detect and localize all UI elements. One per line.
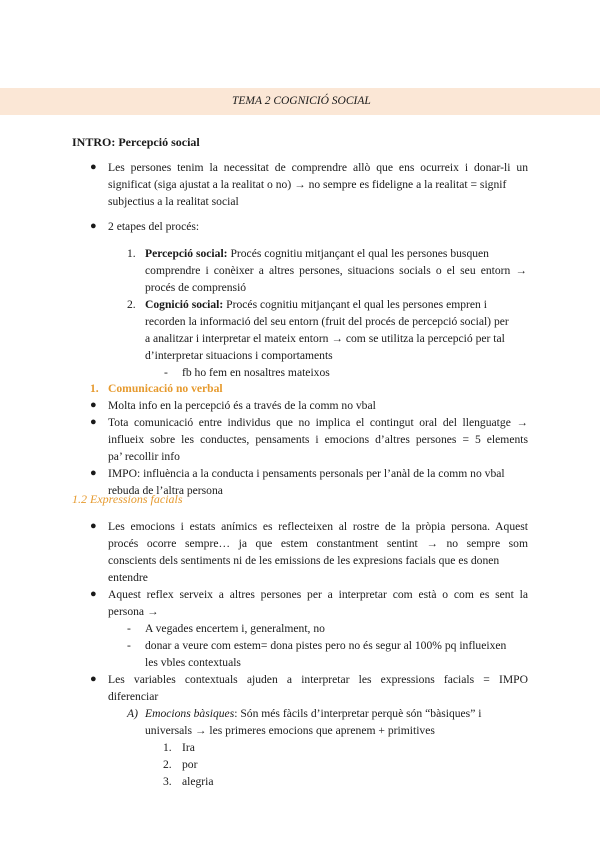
section1-heading: Comunicació no verbal xyxy=(108,382,223,395)
item2-line1 xyxy=(145,296,527,313)
section12-b1-line3: conscients dels sentiments ni de les emissions de les expresions facials que es donen xyxy=(108,554,500,567)
dash-marker: - xyxy=(164,366,168,379)
item1-line1 xyxy=(145,245,527,262)
section1-b2-line1: Tota comunicació entre individus que no implica el contingut oral del llenguatge → xyxy=(108,416,528,429)
bullet-icon: ● xyxy=(90,161,97,173)
section1-b2-line2: influeix sobre les conductes, pensaments i emocions d’altres persones = 5 elements xyxy=(108,433,528,446)
emotion-number: 3. xyxy=(163,775,172,788)
section12-b3-line2: diferenciar xyxy=(108,690,159,703)
item1-line3: procés de comprensió xyxy=(145,281,247,294)
intro-heading: INTRO: Percepció social xyxy=(72,135,200,149)
intro-b1-line3: subjectius a la realitat social xyxy=(108,195,239,208)
emotion-name: alegria xyxy=(182,775,214,788)
section1-b3-line2: rebuda de l’altra persona xyxy=(108,484,223,497)
emotion-name: por xyxy=(182,758,198,771)
section1-b1: Molta info en la percepció és a través de la comm no vbal xyxy=(108,399,376,412)
item1-number: 1. xyxy=(127,247,136,260)
intro-b2: 2 etapes del procés: xyxy=(108,220,200,233)
item2-line4: d’interpretar situacions i comportaments xyxy=(145,349,333,362)
subA-text: : Són més fàcils d’interpretar perquè són “bàsiques” i xyxy=(234,707,482,720)
intro-b1-line1: Les persones tenim la necessitat de comprendre allò que ens ocurreix i donar-li un xyxy=(108,161,528,174)
section12-dash1: A vegades encertem i, generalment, no xyxy=(145,622,325,635)
item2-line3: a analitzar i interpretar el mateix entorn → com se utilitza la percepció per tal xyxy=(145,332,505,345)
title-banner xyxy=(0,88,600,115)
section1-b2-line3: pa’ recollir info xyxy=(108,450,180,463)
item2-number: 2. xyxy=(127,298,136,311)
section12-b3-line1: Les variables contextuals ajuden a interpretar les expressions facials = IMPO xyxy=(108,673,528,686)
bullet-icon: ● xyxy=(90,588,97,600)
section12-b1-line2: procés ocorre sempre… ja que estem constantment sentint → no sempre som xyxy=(108,537,528,550)
item1-term: Percepció social: xyxy=(145,247,228,260)
subA-line2: universals → les primeres emocions que aprenem + primitives xyxy=(145,724,435,737)
page-title: TEMA 2 COGNICIÓ SOCIAL xyxy=(232,95,371,107)
section12-dash2-line1: donar a veure com estem= dona pistes pero no és segur al 100% pq influeixen xyxy=(145,639,507,652)
section12-b1-line1: Les emocions i estats anímics es reflecteixen al rostre de la pròpia persona. Aquest xyxy=(108,520,528,533)
subA-term: Emocions bàsiques xyxy=(145,707,235,720)
dash-marker: - xyxy=(127,639,131,652)
subA-line1 xyxy=(145,705,481,722)
bullet-icon: ● xyxy=(90,416,97,428)
section12-b2-line1: Aquest reflex serveix a altres persones per a interpretar com està o com es sent la xyxy=(108,588,528,601)
item2-text: Procés cognitiu mitjançant el qual les persones empren i xyxy=(226,298,487,311)
item2-term: Cognició social: xyxy=(145,298,224,311)
bullet-icon: ● xyxy=(90,399,97,411)
item2-sub: fb ho fem en nosaltres mateixos xyxy=(182,366,330,379)
intro-b1-line2: significat (siga ajustat a la realitat o no) → no sempre es fideligne a la realitat = signif xyxy=(108,178,507,191)
section12-heading: 1.2 Expressions facials xyxy=(72,492,183,506)
emotion-number: 2. xyxy=(163,758,172,771)
subA-label: A) xyxy=(127,707,138,720)
bullet-icon: ● xyxy=(90,467,97,479)
emotion-number: 1. xyxy=(163,741,172,754)
section1-number: 1. xyxy=(90,382,99,395)
bullet-icon: ● xyxy=(90,520,97,532)
emotion-name: Ira xyxy=(182,741,195,754)
item1-text: Procés cognitiu mitjançant el qual les persones busquen xyxy=(230,247,489,260)
section1-b3-line1: IMPO: influència a la conducta i pensaments personals per l’anàl de la comm no vbal xyxy=(108,467,505,480)
item1-line2: comprendre i conèixer a altres persones, situacions socials o el seu entorn → xyxy=(145,264,527,277)
item2-line2: recorden la informació del seu entorn (fruit del procés de percepció social) per xyxy=(145,315,509,328)
section12-b1-line4: entendre xyxy=(108,571,148,584)
dash-marker: - xyxy=(127,622,131,635)
section12-b2-line2: persona → xyxy=(108,605,159,618)
bullet-icon: ● xyxy=(90,220,97,232)
section12-dash2-line2: les vbles contextuals xyxy=(145,656,241,669)
bullet-icon: ● xyxy=(90,673,97,685)
